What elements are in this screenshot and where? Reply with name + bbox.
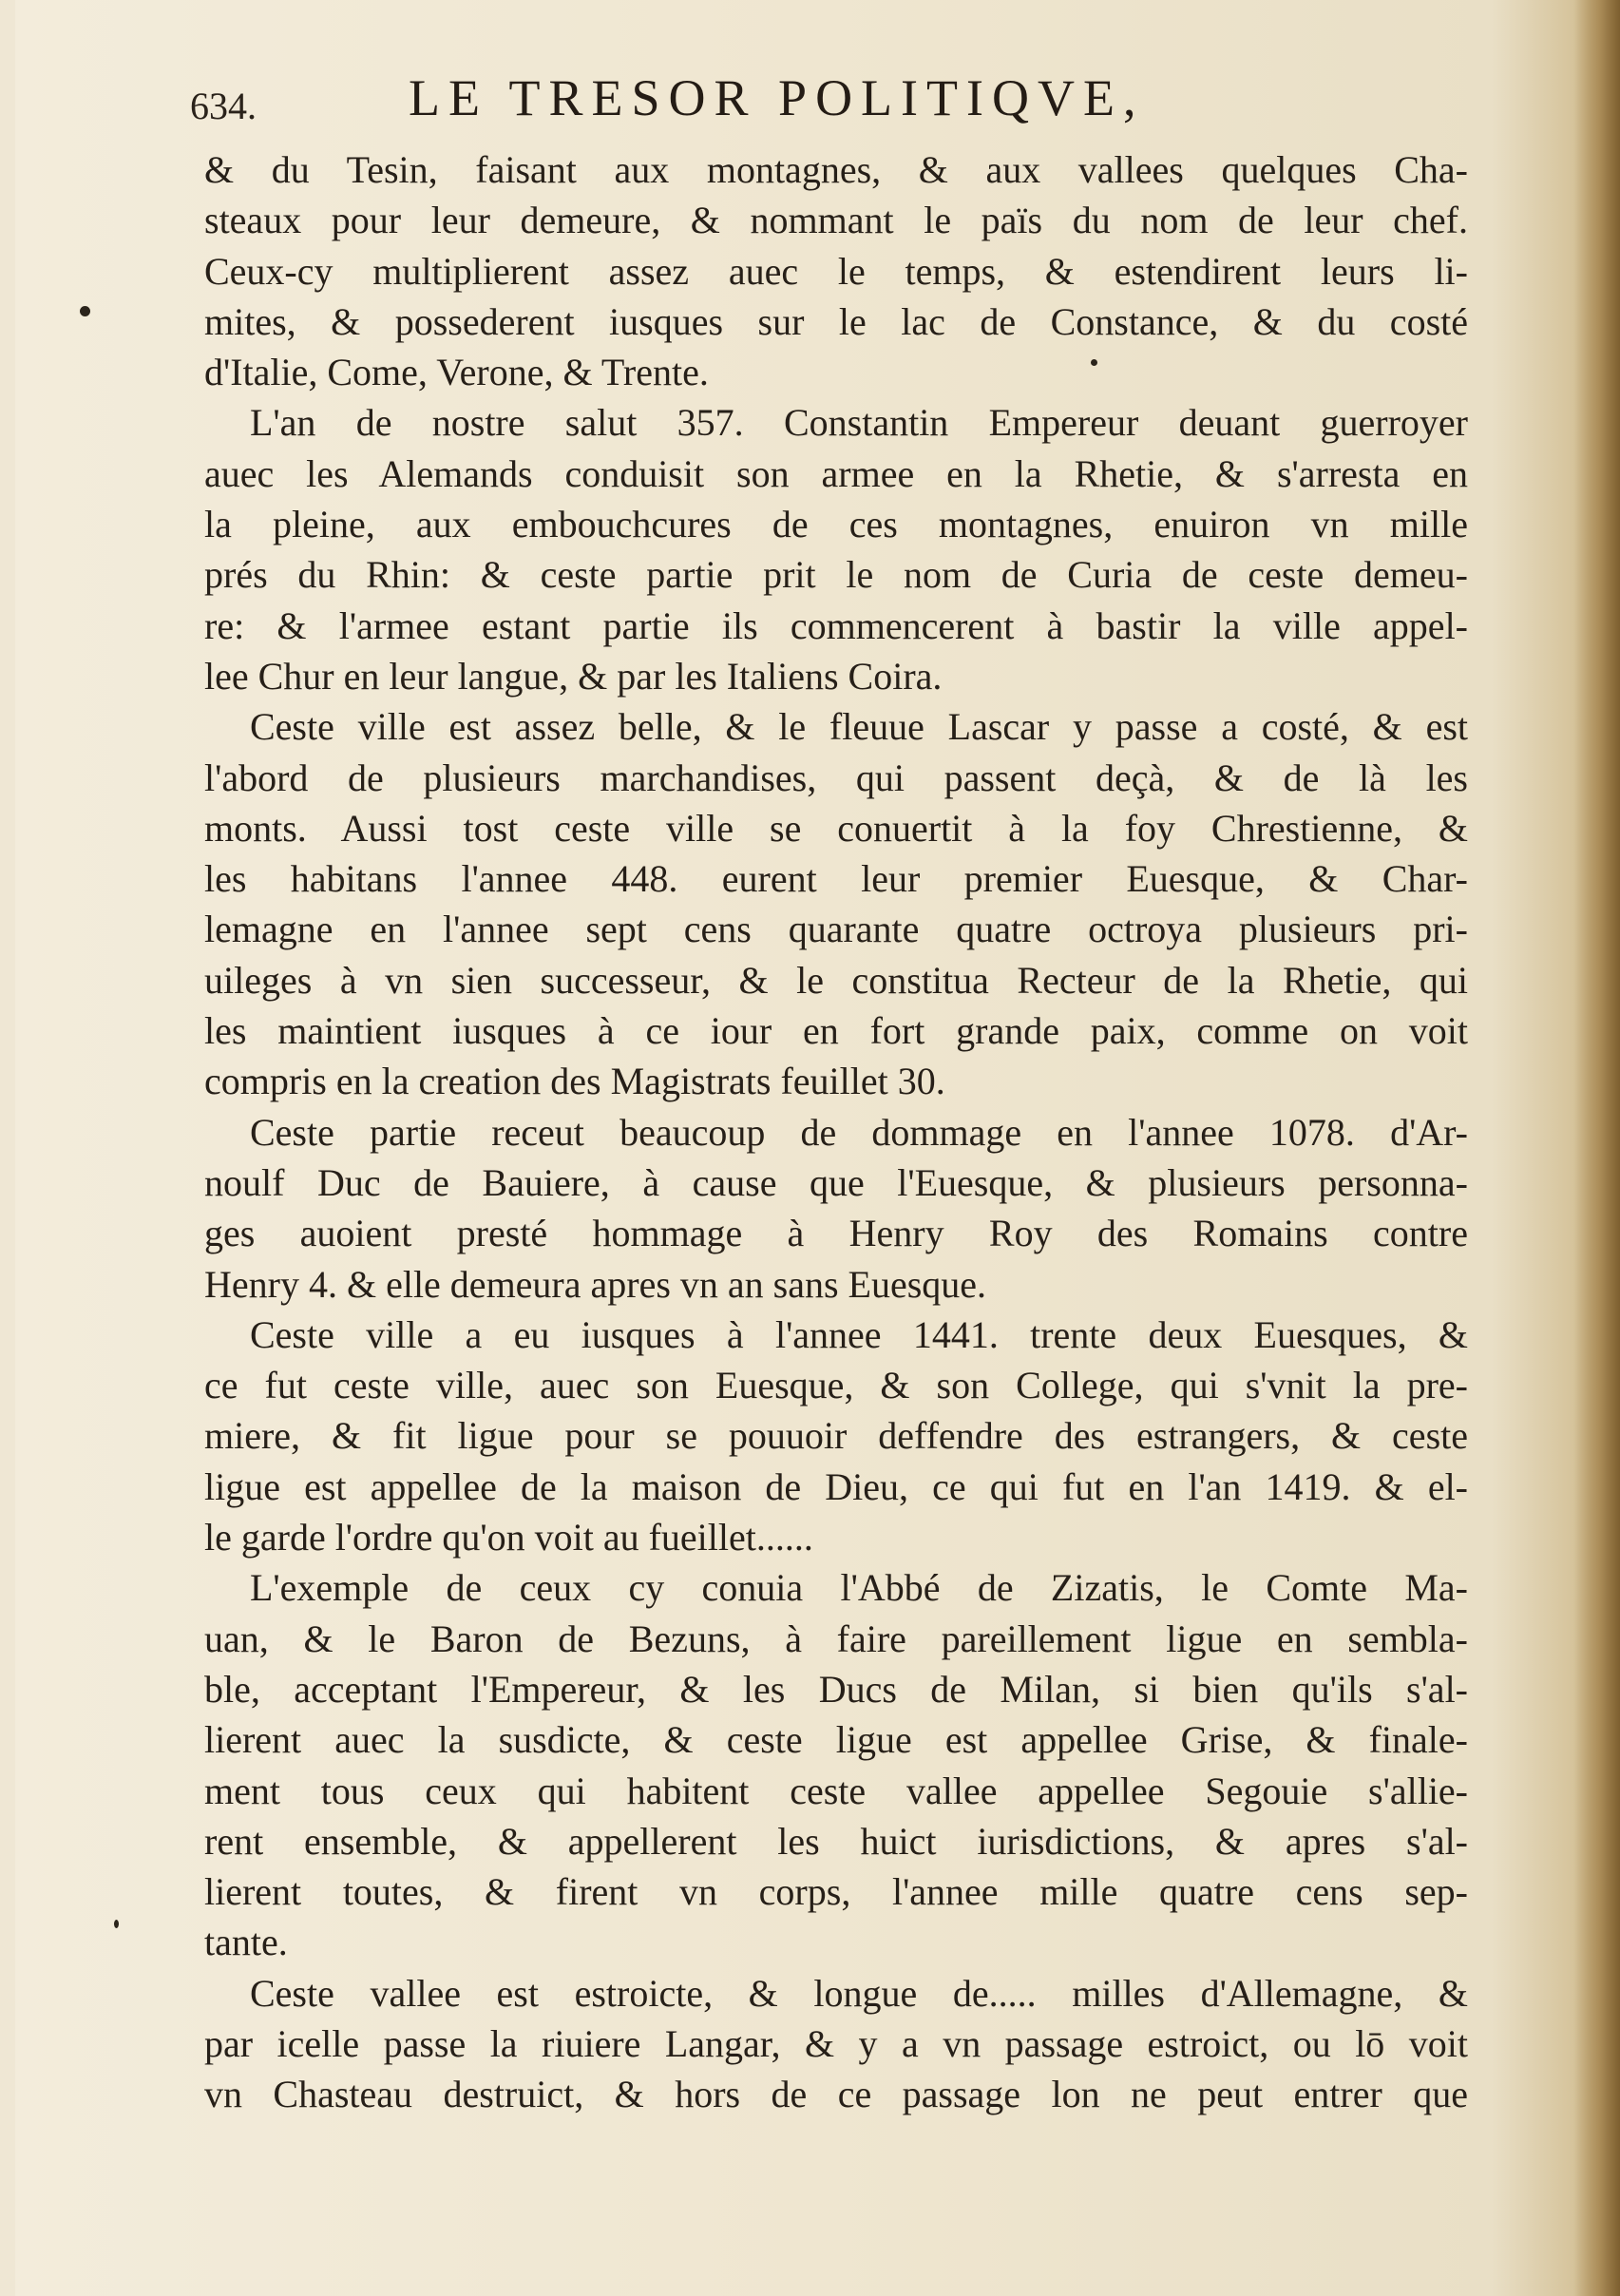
text-line: noulf Duc de Bauiere, à cause que l'Euesque, & plusieurs personna- bbox=[204, 1160, 1468, 1204]
text-line: les maintient iusques à ce iour en fort grande paix, comme on voit bbox=[204, 1009, 1468, 1053]
text-line: ges auoient presté hommage à Henry Roy des Romains contre bbox=[204, 1212, 1468, 1255]
text-line: ment tous ceux qui habitent ceste vallee appellee Segouie s'allie- bbox=[204, 1769, 1468, 1812]
page-number: 634. bbox=[190, 85, 257, 127]
text-line: ble, acceptant l'Empereur, & les Ducs de Milan, si bien qu'ils s'al- bbox=[204, 1667, 1468, 1711]
scan-left-edge bbox=[0, 0, 15, 2296]
text-line: uileges à vn sien successeur, & le constitua Recteur de la Rhetie, qui bbox=[204, 958, 1468, 1002]
text-line: & du Tesin, faisant aux montagnes, & aux vallees quelques Cha- bbox=[204, 148, 1468, 191]
text-line: L'exemple de ceux cy conuia l'Abbé de Zizatis, le Comte Ma- bbox=[250, 1566, 1468, 1610]
ink-speck bbox=[114, 1920, 119, 1928]
text-line: tante. bbox=[204, 1921, 288, 1964]
text-line: miere, & fit ligue pour se pouuoir deffendre des estrangers, & ceste bbox=[204, 1414, 1468, 1458]
text-line: vn Chasteau destruict, & hors de ce passage lon ne peut entrer que bbox=[204, 2073, 1468, 2116]
text-line: lierent toutes, & firent vn corps, l'annee mille quatre cens sep- bbox=[204, 1870, 1468, 1914]
text-line: auec les Alemands conduisit son armee en la Rhetie, & s'arresta en bbox=[204, 451, 1468, 495]
text-line: prés du Rhin: & ceste partie prit le nom de Curia de ceste demeu- bbox=[204, 553, 1468, 597]
ink-speck bbox=[80, 306, 90, 316]
text-line: par icelle passe la riuiere Langar, & y a vn passage estroict, ou lō voit bbox=[204, 2021, 1468, 2065]
text-line: d'Italie, Come, Verone, & Trente. bbox=[204, 351, 709, 394]
text-line: ce fut ceste ville, auec son Euesque, & son College, qui s'vnit la pre- bbox=[204, 1364, 1468, 1407]
text-line: compris en la creation des Magistrats feuillet 30. bbox=[204, 1060, 945, 1103]
text-line: Ceux-cy multiplierent assez auec le temps, & estendirent leurs li- bbox=[204, 249, 1468, 293]
text-line: steaux pour leur demeure, & nommant le païs du nom de leur chef. bbox=[204, 199, 1468, 242]
text-line: monts. Aussi tost ceste ville se conuertit à la foy Chrestienne, & bbox=[204, 806, 1468, 850]
page-header bbox=[190, 68, 1501, 135]
text-line: le garde l'ordre qu'on voit au fueillet...... bbox=[204, 1516, 813, 1559]
text-line: l'abord de plusieurs marchandises, qui passent deçà, & de là les bbox=[204, 756, 1468, 799]
text-line: rent ensemble, & appellerent les huict iurisdictions, & apres s'al- bbox=[204, 1819, 1468, 1863]
text-line: Ceste ville a eu iusques à l'annee 1441. trente deux Euesques, & bbox=[250, 1312, 1468, 1356]
text-line: lierent auec la susdicte, & ceste ligue est appellee Grise, & finale- bbox=[204, 1718, 1468, 1762]
text-line: Ceste vallee est estroicte, & longue de..... milles d'Allemagne, & bbox=[250, 1971, 1468, 2015]
text-line: la pleine, aux embouchcures de ces montagnes, enuiron vn mille bbox=[204, 503, 1468, 546]
running-title: LE TRESOR POLITIQVE, bbox=[409, 69, 1145, 126]
text-line: lemagne en l'annee sept cens quarante quatre octroya plusieurs pri- bbox=[204, 908, 1468, 951]
text-line: ligue est appellee de la maison de Dieu, ce qui fut en l'an 1419. & el- bbox=[204, 1464, 1468, 1508]
body-text bbox=[204, 144, 1468, 2120]
ink-speck bbox=[1091, 359, 1097, 366]
text-line: Ceste ville est assez belle, & le fleuue Lascar y passe a costé, & est bbox=[250, 705, 1468, 749]
text-line: Henry 4. & elle demeura apres vn an sans Euesque. bbox=[204, 1262, 987, 1306]
text-line: re: & l'armee estant partie ils commencerent à bastir la ville appel- bbox=[204, 603, 1468, 647]
text-line: les habitans l'annee 448. eurent leur premier Euesque, & Char- bbox=[204, 857, 1468, 901]
text-line: Ceste partie receut beaucoup de dommage en l'annee 1078. d'Ar- bbox=[250, 1110, 1468, 1154]
book-spine-shadow bbox=[1574, 0, 1620, 2296]
text-line: mites, & possederent iusques sur le lac de Constance, & du costé bbox=[204, 299, 1468, 343]
text-line: uan, & le Baron de Bezuns, à faire pareillement ligue en sembla- bbox=[204, 1617, 1468, 1660]
text-line: lee Chur en leur langue, & par les Italiens Coira. bbox=[204, 654, 943, 698]
text-line: L'an de nostre salut 357. Constantin Empereur deuant guerroyer bbox=[250, 401, 1468, 445]
